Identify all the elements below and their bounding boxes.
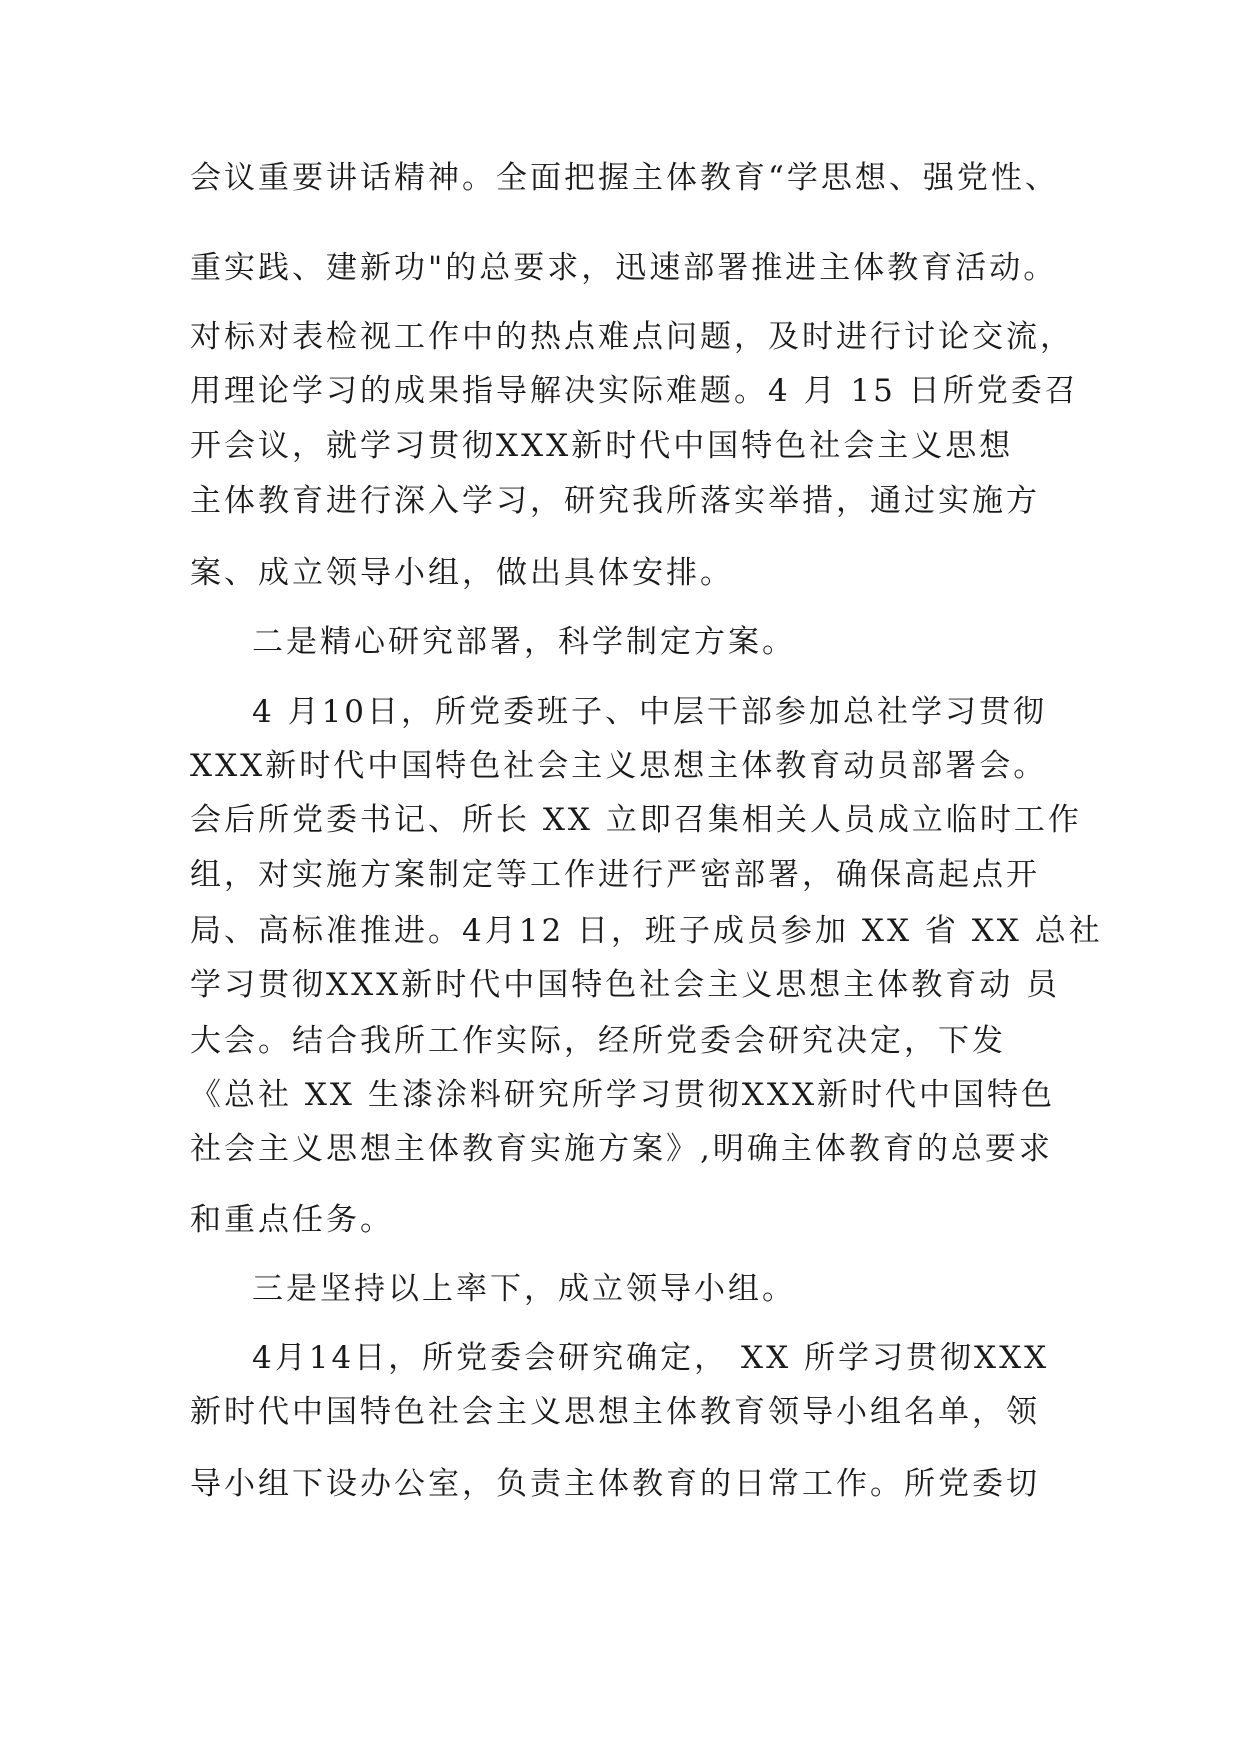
text-line-11: 会后所党委书记、所长 XX 立即召集相关人员成立临时工作 <box>190 802 1082 838</box>
text-line-12: 组，对实施方案制定等工作进行严密部署，确保高起点开 <box>190 857 1040 893</box>
section-heading-3: 三是坚持以上率下，成立领导小组。 <box>252 1271 796 1307</box>
text-line-13: 局、高标准推进。4月12 日，班子成员参加 XX 省 XX 总社 <box>190 913 1103 949</box>
text-line-6: 主体教育进行深入学习，研究我所落实举措，通过实施方 <box>190 483 1040 519</box>
text-line-7: 案、成立领导小组，做出具体安排。 <box>190 555 734 591</box>
text-line-5: 开会议，就学习贯彻XXX新时代中国特色社会主义思想 <box>190 428 1014 464</box>
text-line-20: 4月14日，所党委会研究确定， XX 所学习贯彻XXX <box>252 1340 1050 1376</box>
text-line-4: 用理论学习的成果指导解决实际难题。4 月 15 日所党委召 <box>190 373 1079 409</box>
text-line-2: 重实践、建新功"的总要求，迅速部署推进主体教育活动。 <box>190 250 1058 286</box>
text-line-22: 导小组下设办公室，负责主体教育的日常工作。所党委切 <box>190 1466 1040 1502</box>
text-line-3: 对标对表检视工作中的热点难点问题，及时进行讨论交流， <box>190 319 1074 355</box>
text-line-21: 新时代中国特色社会主义思想主体教育领导小组名单，领 <box>190 1394 1040 1430</box>
text-line-15: 大会。结合我所工作实际，经所党委会研究决定，下发 <box>190 1023 1006 1059</box>
text-line-10: XXX新时代中国特色社会主义思想主体教育动员部署会。 <box>190 748 1048 784</box>
text-line-16: 《总社 XX 生漆涂料研究所学习贯彻XXX新时代中国特色 <box>190 1077 1056 1113</box>
text-line-18: 和重点任务。 <box>190 1202 394 1238</box>
text-line-9: 4 月10日，所党委班子、中层干部参加总社学习贯彻 <box>252 694 1048 730</box>
section-heading-2: 二是精心研究部署，科学制定方案。 <box>252 624 796 660</box>
text-line-1: 会议重要讲话精神。全面把握主体教育“学思想、强党性、 <box>190 160 1059 196</box>
text-line-17: 社会主义思想主体教育实施方案》,明确主体教育的总要求 <box>190 1131 1053 1167</box>
text-line-14: 学习贯彻XXX新时代中国特色社会主义思想主体教育动 员 <box>190 967 1061 1003</box>
